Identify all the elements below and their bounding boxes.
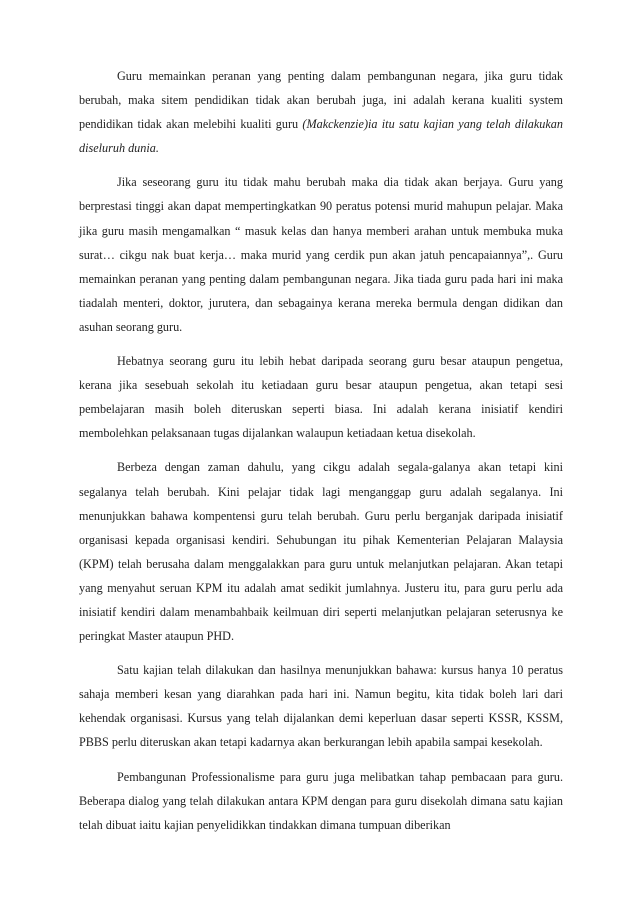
- paragraph-6-text: Pembangunan Professionalisme para guru juga melibatkan tahap pembacaan para guru. Beberapa dialog yang telah dilakukan antara KPM dengan para guru disekolah dimana satu kajian telah dibuat iaitu kajian penyelidikkan tindakkan dimana tumpuan diberikan: [79, 769, 563, 832]
- paragraph-5: [79, 658, 563, 754]
- paragraph-1-italic-text: (Makckenzie)ia itu satu kajian yang telah dilakukan diseluruh dunia.: [79, 117, 563, 156]
- paragraph-4: [79, 455, 563, 648]
- paragraph-4-text: Berbeza dengan zaman dahulu, yang cikgu adalah segala-galanya akan tetapi kini segalanya telah berubah. Kini pelajar tidak lagi menganggap guru adalah segalanya. Ini menunjukkan bahawa kompentensi guru telah berubah. Guru perlu berganjak daripada inisiatif organisasi kepada organisasi kendiri. Sehubungan itu pihak Kementerian Pelajaran Malaysia (KPM) telah berusaha dalam menggalakkan para guru untuk melanjutkan pelajaran. Akan tetapi yang menyahut seruan KPM itu adalah amat sedikit jumlahnya. Justeru itu, para guru perlu ada inisiatif kendiri dalam menambahbaik keilmuan diri seperti melanjutkan pelajaran seterusnya ke peringkat Master ataupun PHD.: [79, 460, 563, 644]
- paragraph-3: [79, 349, 563, 445]
- paragraph-1: [79, 64, 563, 160]
- document-page: [79, 64, 563, 847]
- paragraph-3-text: Hebatnya seorang guru itu lebih hebat daripada seorang guru besar ataupun pengetua, kerana jika sesebuah sekolah itu ketiadaan guru besar ataupun pengetua, akan tetapi sesi pembelajaran masih boleh diteruskan seperti biasa. Ini adalah kerana inisiatif kendiri membolehkan pelaksanaan tugas dijalankan walaupun ketiadaan ketua disekolah.: [79, 354, 563, 441]
- paragraph-5-text: Satu kajian telah dilakukan dan hasilnya menunjukkan bahawa: kursus hanya 10 peratus sahaja memberi kesan yang diarahkan pada hari ini. Namun begitu, kita tidak boleh lari dari kehendak organisasi. Kursus yang telah dijalankan demi keperluan dasar seperti KSSR, KSSM, PBBS perlu diteruskan akan tetapi kadarnya akan berkurangan lebih apabila sampai kesekolah.: [79, 663, 563, 750]
- paragraph-2-text: Jika seseorang guru itu tidak mahu berubah maka dia tidak akan berjaya. Guru yang berprestasi tinggi akan dapat mempertingkatkan 90 peratus potensi murid mahupun pelajar. Maka jika guru masih mengamalkan “ masuk kelas dan hanya memberi arahan untuk membuka muka surat… cikgu nak buat kerja… maka murid yang cerdik pun akan jatuh pencapaiannya”,. Guru memainkan peranan yang penting dalam pembangunan negara. Jika tiada guru pada hari ini maka tiadalah menteri, doktor, jurutera, dan sebagainya kerana mereka bermula dengan didikan dan asuhan seorang guru.: [79, 175, 563, 334]
- paragraph-1-text: Guru memainkan peranan yang penting dalam pembangunan negara, jika guru tidak berubah, maka sitem pendidikan tidak akan berubah juga, ini adalah kerana kualiti system pendidikan tidak akan melebihi kualiti guru: [79, 69, 563, 132]
- paragraph-2: [79, 170, 563, 339]
- paragraph-6: [79, 765, 563, 837]
